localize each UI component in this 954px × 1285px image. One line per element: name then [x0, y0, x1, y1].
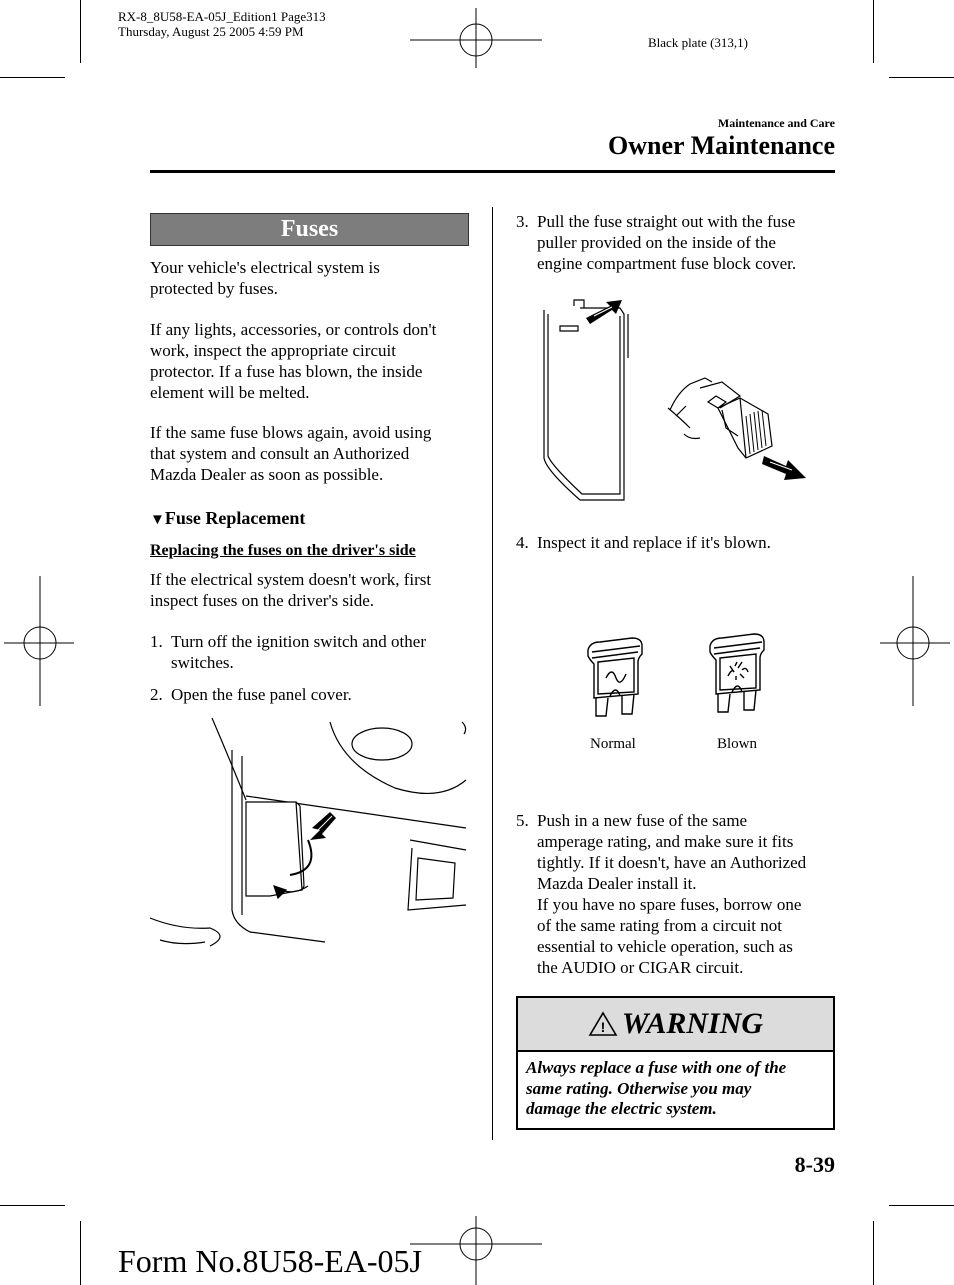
step-4: [516, 532, 836, 553]
text-line: Always replace a fuse with one of the: [526, 1058, 787, 1077]
column-divider: [492, 207, 493, 1140]
text-line: damage the electric system.: [526, 1099, 717, 1118]
text-line: same rating. Otherwise you may: [526, 1078, 752, 1098]
text-line: Inspect it and replace if it's blown.: [537, 533, 771, 552]
step-number: 2.: [150, 685, 163, 704]
step-1: [150, 631, 470, 673]
step-number: 4.: [516, 533, 529, 552]
fuse-panel-cover-illustration: [150, 710, 470, 955]
print-slug-line2: Thursday, August 25 2005 4:59 PM: [118, 24, 304, 39]
normal-fuse-icon: [586, 636, 646, 720]
text-line: Mazda Dealer install it.: [537, 874, 697, 893]
fuses-heading: Fuses: [280, 216, 339, 242]
step-3: [516, 211, 836, 274]
registration-mark-top: [410, 8, 542, 68]
step-number: 1.: [150, 632, 163, 651]
normal-fuse-label: Normal: [590, 736, 636, 752]
text-line: work, inspect the appropriate circuit: [150, 341, 396, 360]
text-line: inspect fuses on the driver's side.: [150, 591, 375, 610]
text-line: Turn off the ignition switch and other: [171, 632, 426, 651]
text-line: Push in a new fuse of the same: [537, 811, 748, 830]
text-line: element will be melted.: [150, 383, 310, 402]
inspect-paragraph: [150, 319, 436, 403]
text-line: the AUDIO or CIGAR circuit.: [537, 958, 744, 977]
registration-mark-left: [4, 576, 74, 706]
print-slug: [118, 9, 326, 39]
registration-mark-right: [880, 576, 950, 706]
warning-triangle-icon: [588, 1011, 618, 1037]
text-line: amperage rating, and make sure it fits: [537, 832, 794, 851]
text-line: switches.: [171, 653, 234, 672]
text-line: essential to vehicle operation, such as: [537, 937, 793, 956]
text-line: puller provided on the inside of the: [537, 233, 776, 252]
fuse-replacement-subheading: [150, 507, 305, 531]
header-rule: [150, 170, 835, 173]
section-name: Maintenance and Care: [717, 116, 835, 130]
page-number: 8-39: [794, 1152, 835, 1177]
step-2: [150, 684, 470, 705]
text-line: If the electrical system doesn't work, first: [150, 570, 432, 589]
subheading-text: Fuse Replacement: [164, 508, 306, 528]
repeat-blow-paragraph: [150, 422, 431, 485]
triangle-marker-icon: ▼: [150, 512, 165, 528]
text-line: If you have no spare fuses, borrow one: [537, 895, 802, 914]
intro-paragraph: [150, 257, 380, 299]
plate-label: Black plate (313,1): [648, 35, 748, 50]
warning-text: [518, 1052, 833, 1120]
blown-fuse-icon: [708, 632, 768, 716]
page-title: Owner Maintenance: [608, 131, 835, 160]
text-line: that system and consult an Authorized: [150, 444, 410, 463]
text-line: If any lights, accessories, or controls don't: [150, 320, 437, 339]
text-line: Pull the fuse straight out with the fuse: [537, 212, 796, 231]
text-line: Mazda Dealer as soon as possible.: [150, 465, 384, 484]
print-slug-line1: RX-8_8U58-EA-05J_Edition1 Page313: [118, 9, 326, 24]
text-line: tightly. If it doesn't, have an Authorized: [537, 853, 807, 872]
warning-title: WARNING: [621, 1007, 764, 1040]
step-number: 3.: [516, 212, 529, 231]
text-line: of the same rating from a circuit not: [537, 916, 782, 935]
text-line: protected by fuses.: [150, 279, 278, 298]
drivers-side-heading: Replacing the fuses on the driver's side: [150, 542, 416, 559]
text-line: Your vehicle's electrical system is: [150, 258, 380, 277]
registration-mark-bottom: [410, 1216, 542, 1285]
text-line: If the same fuse blows again, avoid using: [150, 423, 432, 442]
warning-header: [518, 998, 833, 1052]
text-line: protector. If a fuse has blown, the inside: [150, 362, 423, 381]
svg-text:!: !: [600, 1019, 606, 1035]
warning-box: [516, 996, 835, 1130]
blown-fuse-label: Blown: [717, 736, 758, 752]
drivers-side-paragraph: [150, 569, 431, 611]
step-5: [516, 810, 846, 978]
fuse-puller-illustration: [540, 298, 810, 504]
text-line: engine compartment fuse block cover.: [537, 254, 797, 273]
form-number: Form No.8U58-EA-05J: [118, 1243, 422, 1279]
fuses-heading-bar: [150, 213, 469, 246]
step-number: 5.: [516, 811, 529, 830]
text-line: Open the fuse panel cover.: [171, 685, 352, 704]
